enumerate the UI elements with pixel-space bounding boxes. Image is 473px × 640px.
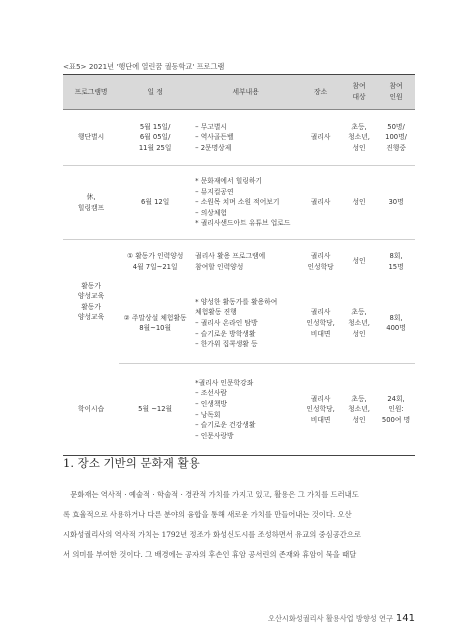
- cell-count: 8회, 15명: [388, 252, 404, 271]
- cell-program-name: 休, 힐링캠프: [63, 166, 119, 240]
- cell-target: 초등, 청소년, 성인: [341, 284, 377, 364]
- cell-target: 초등, 청소년, 성인: [341, 364, 377, 456]
- table-row: [63, 364, 415, 456]
- cell-place: 궐리사 인성학당: [307, 252, 334, 271]
- cell-count: 30명: [377, 166, 415, 240]
- table-caption: <표5> 2021년 '행단에 열린꿈 궐동학교' 프로그램: [63, 62, 225, 71]
- page-footer: [268, 613, 415, 624]
- table-row: [63, 110, 415, 166]
- table-row: [63, 240, 415, 284]
- cell-schedule: 5월 15일/ 6월 05일/ 11월 25일: [119, 110, 191, 166]
- cell-program-name: 행단별시: [63, 110, 119, 166]
- header-count-line2: 인원: [389, 93, 403, 101]
- header-program-name: 프로그램명: [63, 75, 119, 110]
- header-count: [377, 75, 415, 110]
- cell-place: 궐리사 인성학당, 비대면: [300, 364, 341, 456]
- body-paragraph: [63, 485, 415, 565]
- cell-schedule: 5월 ~12월: [119, 364, 191, 456]
- body-line: 시화성궐리사의 역사적 가치는 1792년 정조가 화성신도시를 조성하면서 유교의 중심공간으로: [63, 530, 361, 539]
- cell-details: *궐리사 인문학강좌 – 조선사람 – 인생책방 – 낭독회 – 슬기로운 건강생활 – 인문사랑방: [191, 364, 300, 456]
- cell-count: 8회, 400명: [377, 284, 415, 364]
- cell-details: – 무고별시 – 역사골든벨 – 2문명상제: [191, 110, 300, 166]
- cell-schedule: ② 주말상설 체험활동 8월~10월: [119, 284, 191, 364]
- cell-schedule: ① 활동가 인력양성 4월 7일~21일: [126, 252, 184, 271]
- cell-details: 궐리사 활용 프로그램에 참여할 인력양성: [195, 252, 266, 271]
- cell-target: 초등, 청소년, 성인: [341, 110, 377, 166]
- cell-program-name: 학이시습: [63, 364, 119, 456]
- section-title: 1. 장소 기반의 문화재 활용: [63, 456, 200, 470]
- cell-place: 궐리사 인성학당, 비대면: [300, 284, 341, 364]
- header-details: 세부내용: [191, 75, 300, 110]
- cell-place: 궐리사: [300, 166, 341, 240]
- cell-place: 궐리사: [300, 110, 341, 166]
- table-header-row: [63, 75, 415, 110]
- table-row: [63, 166, 415, 240]
- page-number: 141: [395, 613, 415, 624]
- cell-target: 성인: [341, 166, 377, 240]
- cell-schedule: 6월 12일: [119, 166, 191, 240]
- cell-count: 50명/ 100명/ 진행중: [377, 110, 415, 166]
- header-count-line1: 참여: [389, 82, 403, 91]
- header-target: [341, 75, 377, 110]
- program-table: [63, 74, 415, 456]
- cell-count: 24회, 인원: 500여 명: [377, 364, 415, 456]
- body-line: 문화재는 역사적 · 예술적 · 학술적 · 경관적 가치를 가지고 있고, 활용은 그 가치를 드러내도: [63, 490, 359, 499]
- cell-target: 성인: [352, 257, 366, 266]
- cell-program-name: 활동가 양성교육 활동가 양성교육: [77, 281, 105, 322]
- header-target-line1: 참여: [352, 82, 366, 91]
- cell-details: * 양성한 활동가를 활용하여 체험활동 진행 – 궐리사 온라인 탐방 – 슬기로운 방학생활 – 한가위 집콕생활 등: [191, 284, 300, 364]
- header-place: 장소: [300, 75, 341, 110]
- footer-title: 오산시화성궐리사 활용사업 방향성 연구: [268, 614, 393, 623]
- cell-details: * 문화재에서 힐링하기 – 뮤지컬공연 – 소원목 치며 소원 적어보기 – 의상체험 * 궐리사샌드아트 유튜브 업로드: [191, 166, 300, 240]
- header-schedule: 일 정: [119, 75, 191, 110]
- body-line: 서 의미를 부여한 것이다. 그 배경에는 공자의 후손인 휴암 공서린의 존재와 휴암이 묵을 때달: [63, 550, 357, 559]
- header-target-line2: 대상: [352, 93, 366, 101]
- body-line: 록 효율적으로 사용하거나 다른 분야의 융합을 통해 새로운 가치를 만들어내는 것이다. 오산: [63, 510, 352, 519]
